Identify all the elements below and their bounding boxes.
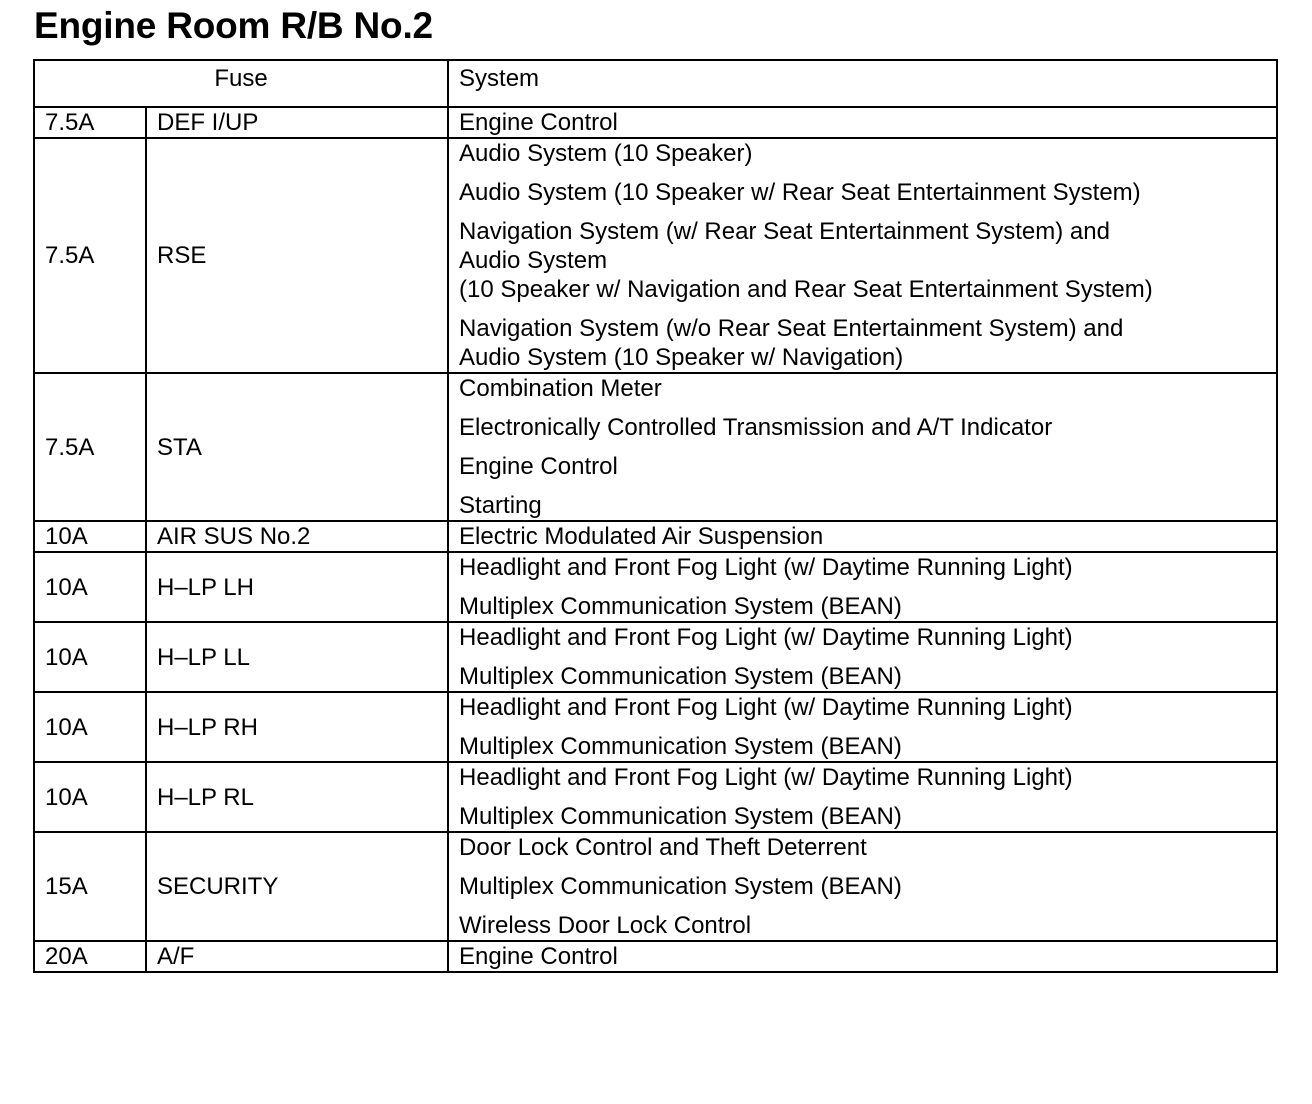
fuse-name: H–LP RH — [146, 692, 448, 762]
fuse-name: AIR SUS No.2 — [146, 521, 448, 552]
system-line: Headlight and Front Fog Light (w/ Daytime Running Light) — [459, 694, 1073, 721]
system-line: Door Lock Control and Theft Deterrent — [459, 834, 867, 861]
system-cell — [448, 107, 1277, 138]
system-line: Headlight and Front Fog Light (w/ Daytime Running Light) — [459, 764, 1073, 791]
page-title: Engine Room R/B No.2 — [34, 5, 433, 46]
system-cell — [448, 941, 1277, 972]
system-line: Audio System (10 Speaker w/ Rear Seat Entertainment System) — [459, 179, 1141, 206]
table-row — [34, 138, 1277, 373]
fuse-amperage: 15A — [34, 832, 146, 941]
system-entry — [459, 942, 1266, 971]
fuse-amperage: 10A — [34, 552, 146, 622]
system-entry — [459, 693, 1266, 722]
system-entry — [459, 413, 1266, 442]
fuse-amperage: 20A — [34, 941, 146, 972]
table-row — [34, 832, 1277, 941]
table-row — [34, 622, 1277, 692]
system-entry — [459, 217, 1266, 304]
system-line: Multiplex Communication System (BEAN) — [459, 873, 902, 900]
fuse-amperage: 7.5A — [34, 107, 146, 138]
system-line: Multiplex Communication System (BEAN) — [459, 593, 902, 620]
system-entry — [459, 178, 1266, 207]
table-row — [34, 107, 1277, 138]
system-entry — [459, 553, 1266, 582]
system-line: Wireless Door Lock Control — [459, 912, 752, 939]
system-line: Multiplex Communication System (BEAN) — [459, 663, 902, 690]
system-line: Electronically Controlled Transmission and A/T Indicator — [459, 414, 1053, 441]
system-line: Audio System — [459, 247, 608, 274]
system-cell — [448, 692, 1277, 762]
system-line: Audio System (10 Speaker) — [459, 140, 753, 167]
fuse-amperage: 7.5A — [34, 373, 146, 521]
system-line: Multiplex Communication System (BEAN) — [459, 803, 902, 830]
system-entry — [459, 833, 1266, 862]
fuse-name: STA — [146, 373, 448, 521]
fuse-table-body — [34, 107, 1277, 972]
system-entry — [459, 872, 1266, 901]
system-entry — [459, 491, 1266, 520]
system-line: Audio System (10 Speaker w/ Navigation) — [459, 344, 904, 371]
system-entry — [459, 108, 1266, 137]
system-line: Engine Control — [459, 109, 618, 136]
fuse-amperage: 7.5A — [34, 138, 146, 373]
system-cell — [448, 622, 1277, 692]
system-line: (10 Speaker w/ Navigation and Rear Seat Entertainment System) — [459, 276, 1153, 303]
table-row — [34, 552, 1277, 622]
fuse-name: H–LP LH — [146, 552, 448, 622]
system-cell — [448, 138, 1277, 373]
system-entry — [459, 802, 1266, 831]
header-row — [34, 60, 1277, 107]
system-line: Engine Control — [459, 943, 618, 970]
table-row — [34, 692, 1277, 762]
system-entry — [459, 763, 1266, 792]
system-cell — [448, 832, 1277, 941]
system-entry — [459, 911, 1266, 940]
system-line: Headlight and Front Fog Light (w/ Daytime Running Light) — [459, 554, 1073, 581]
fuse-header: Fuse — [34, 60, 448, 107]
table-row — [34, 762, 1277, 832]
table-row — [34, 373, 1277, 521]
fuse-table — [33, 59, 1278, 973]
fuse-name: A/F — [146, 941, 448, 972]
system-entry — [459, 139, 1266, 168]
system-line: Navigation System (w/ Rear Seat Entertainment System) and — [459, 218, 1110, 245]
fuse-name: H–LP LL — [146, 622, 448, 692]
system-line: Navigation System (w/o Rear Seat Entertainment System) and — [459, 315, 1124, 342]
system-line: Electric Modulated Air Suspension — [459, 523, 824, 550]
system-header: System — [448, 60, 1277, 107]
fuse-amperage: 10A — [34, 762, 146, 832]
system-cell — [448, 373, 1277, 521]
table-row — [34, 941, 1277, 972]
fuse-name: H–LP RL — [146, 762, 448, 832]
system-line: Engine Control — [459, 453, 618, 480]
system-entry — [459, 374, 1266, 403]
system-line: Headlight and Front Fog Light (w/ Daytime Running Light) — [459, 624, 1073, 651]
system-entry — [459, 662, 1266, 691]
table-row — [34, 521, 1277, 552]
system-entry — [459, 522, 1266, 551]
system-entry — [459, 623, 1266, 652]
system-cell — [448, 762, 1277, 832]
system-entry — [459, 314, 1266, 372]
fuse-name: SECURITY — [146, 832, 448, 941]
fuse-amperage: 10A — [34, 521, 146, 552]
system-line: Multiplex Communication System (BEAN) — [459, 733, 902, 760]
system-cell — [448, 552, 1277, 622]
fuse-amperage: 10A — [34, 692, 146, 762]
system-entry — [459, 732, 1266, 761]
fuse-name: DEF I/UP — [146, 107, 448, 138]
fuse-name: RSE — [146, 138, 448, 373]
fuse-amperage: 10A — [34, 622, 146, 692]
system-cell — [448, 521, 1277, 552]
system-line: Starting — [459, 492, 542, 519]
system-entry — [459, 452, 1266, 481]
system-line: Combination Meter — [459, 375, 662, 402]
system-entry — [459, 592, 1266, 621]
